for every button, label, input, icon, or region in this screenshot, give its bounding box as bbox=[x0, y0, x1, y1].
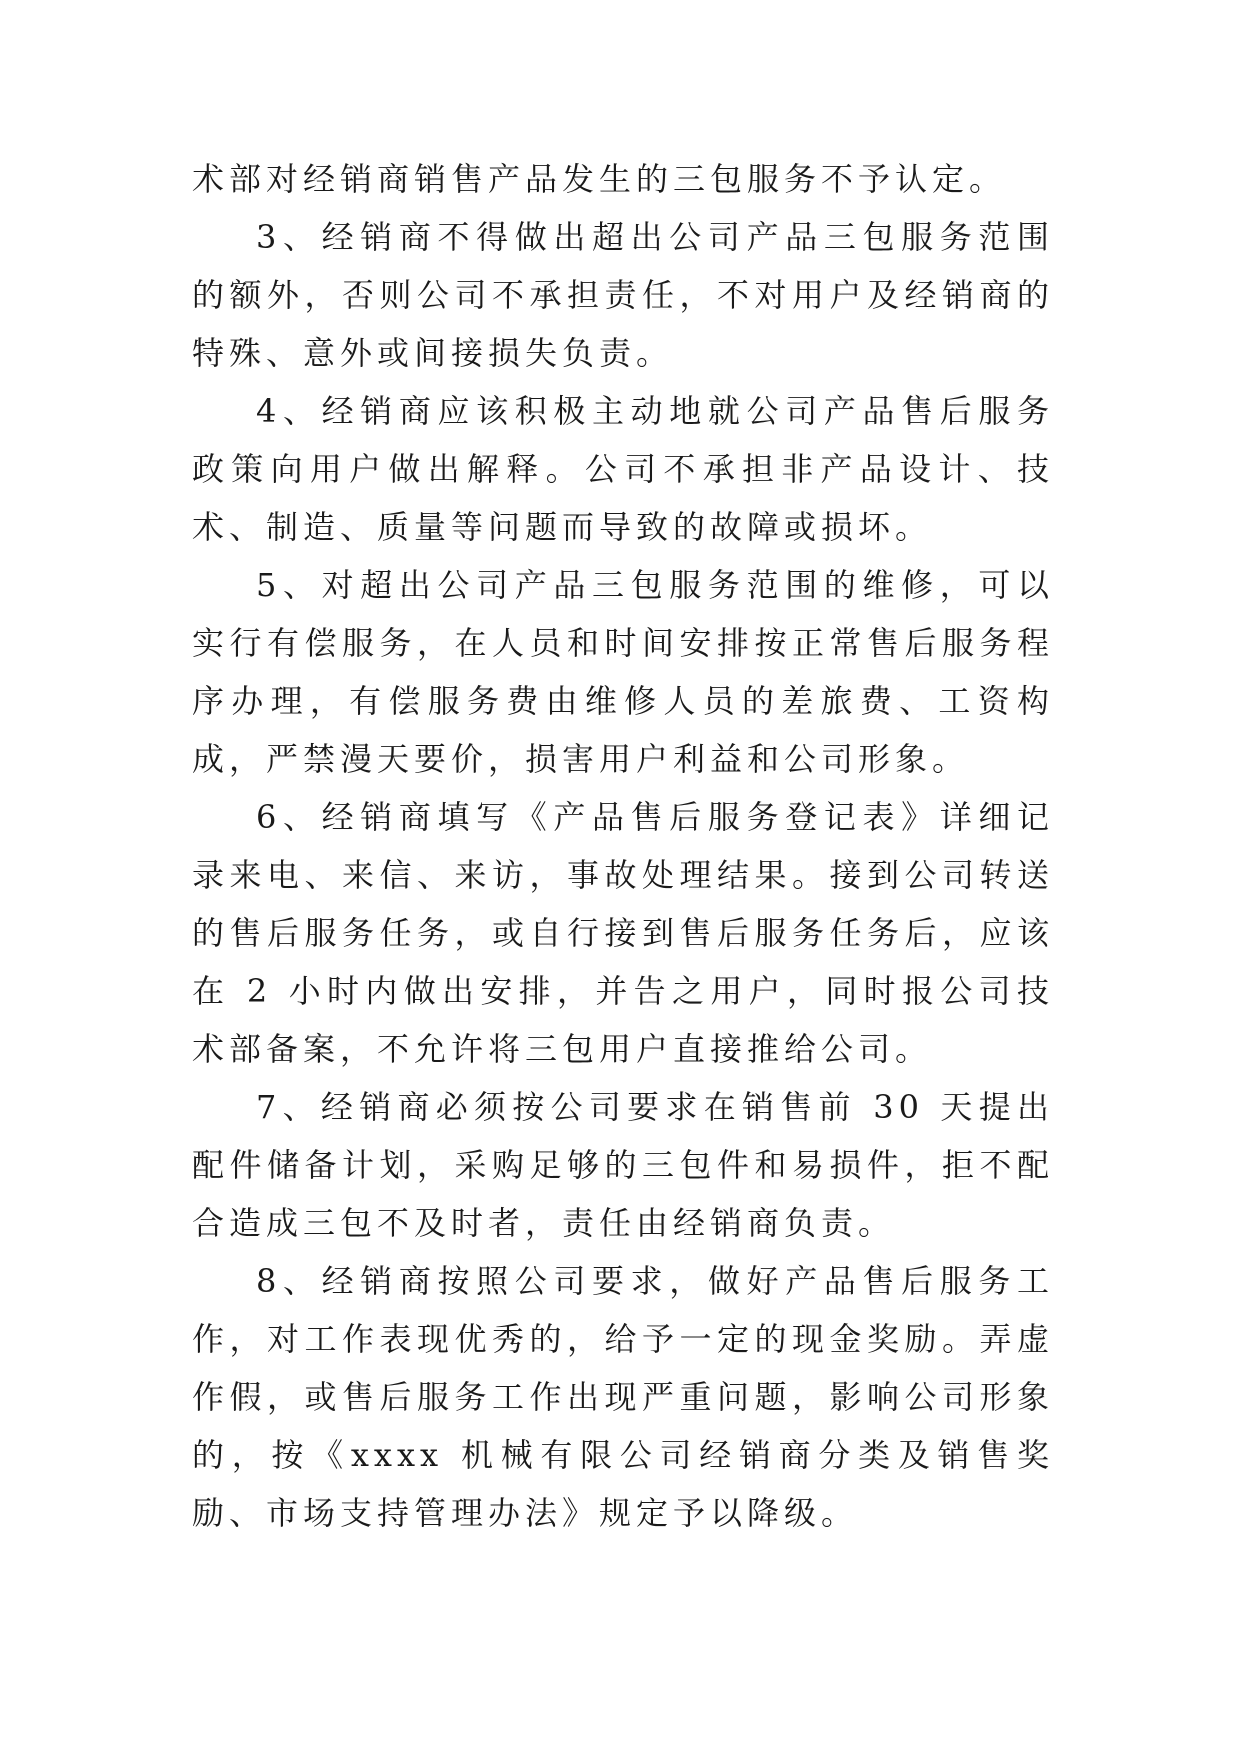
paragraph-item-6: 6、经销商填写《产品售后服务登记表》详细记录来电、来信、来访，事故处理结果。接到公司转送的售后服务任务，或自行接到售后服务任务后，应该在 2 小时内做出安排，并告之用户，同时报公司技术部备案，不允许将三包用户直接推给公司。 bbox=[192, 798, 1054, 1068]
paragraph-item-3: 3、经销商不得做出超出公司产品三包服务范围的额外，否则公司不承担责任，不对用户及经销商的特殊、意外或间接损失负责。 bbox=[192, 218, 1054, 372]
paragraph-item-8: 8、经销商按照公司要求，做好产品售后服务工作，对工作表现优秀的，给予一定的现金奖励。弄虚作假，或售后服务工作出现严重问题，影响公司形象的，按《xxxx 机械有限公司经销商分类及销售奖励、市场支持管理办法》规定予以降级。 bbox=[192, 1262, 1054, 1532]
paragraph-item-5: 5、对超出公司产品三包服务范围的维修，可以实行有偿服务，在人员和时间安排按正常售后服务程序办理，有偿服务费由维修人员的差旅费、工资构成，严禁漫天要价，损害用户利益和公司形象。 bbox=[192, 566, 1054, 778]
paragraph-item-7: 7、经销商必须按公司要求在销售前 30 天提出配件储备计划，采购足够的三包件和易损件，拒不配合造成三包不及时者，责任由经销商负责。 bbox=[192, 1088, 1054, 1242]
document-body bbox=[192, 150, 1054, 1542]
paragraph-continuation: 术部对经销商销售产品发生的三包服务不予认定。 bbox=[192, 160, 1007, 198]
paragraph-item-4: 4、经销商应该积极主动地就公司产品售后服务政策向用户做出解释。公司不承担非产品设计、技术、制造、质量等问题而导致的故障或损坏。 bbox=[192, 392, 1054, 546]
